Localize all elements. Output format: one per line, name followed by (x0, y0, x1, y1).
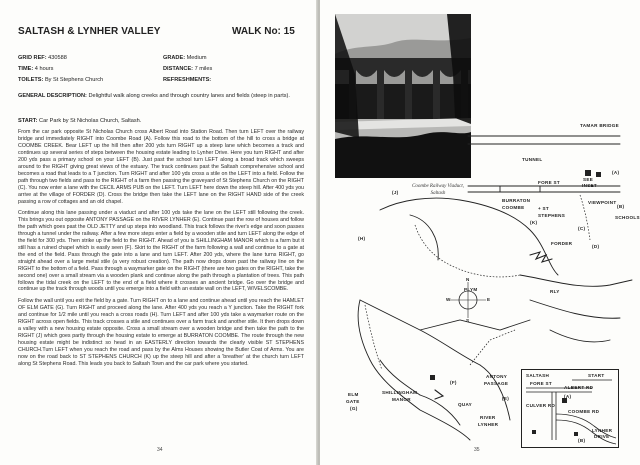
compass-e: E (487, 297, 491, 302)
inset-start: START (588, 373, 605, 378)
general-description-label: GENERAL DESCRIPTION: (18, 93, 87, 99)
page-number-left: 34 (157, 447, 163, 453)
time (18, 64, 53, 74)
compass-w: W (446, 297, 451, 302)
grid-ref-value: 430588 (48, 55, 67, 61)
label-tunnel: TUNNEL (522, 157, 543, 162)
label-river-2: LYNHER (478, 422, 499, 427)
label-see-inset-1: SEE (583, 177, 594, 182)
grade-value: Medium (186, 55, 207, 61)
label-see-inset-2: INSET (582, 183, 598, 188)
inset-point-a: (A) (564, 394, 572, 399)
compass-n: N (466, 277, 470, 282)
general-description-value: Delightful walk along creeks and through country lanes and fields (steep in parts). (88, 93, 290, 99)
waypoint-f: (F) (450, 380, 457, 385)
inset-coombe-rd: COOMBE RD (568, 409, 600, 414)
waypoint-c: (C) (578, 226, 586, 231)
label-shillingham-2: MANOR (392, 397, 411, 402)
grade (163, 53, 207, 63)
grid-ref-label: GRID REF: (18, 55, 47, 61)
label-antony-2: PASSAGE (484, 381, 509, 386)
distance-value: 7 miles (194, 66, 213, 72)
start-label: START: (18, 118, 38, 124)
toilets-label: TOILETS: (18, 77, 44, 83)
inset-lynher-2: DRIVE (594, 434, 610, 439)
refreshments (163, 75, 211, 85)
inset-fore-st: FORE ST (530, 381, 553, 386)
left-page (0, 0, 318, 465)
label-fore-st: FORE ST (538, 180, 561, 185)
label-viewpoint: VIEWPOINT (588, 200, 617, 205)
grade-label: GRADE: (163, 55, 186, 61)
waypoint-b: (B) (617, 204, 625, 209)
photo-caption-line1: Coombe Railway Viaduct, (412, 184, 464, 189)
label-tamar-bridge: TAMAR BRIDGE (580, 123, 619, 128)
directions-paragraph: From the car park opposite St Nicholas Church cross Albert Road into Station Road. Then turn LEFT over the railway bridge and immediately RIGHT into Coombe Road (A). Follow this road to the bottom of the hill to cross a bridge at COOMBE CREEK. Bear LEFT up the hill then after 200 yds turn RIGHT up a steep lane which becomes a track and continues up several series of steps between the housing estate leading to Lynher Drive. Here you turn RIGHT and after 200 yds pass a primary school on your LEFT (B). Just past the school turn LEFT along a broad track which sweeps around to the RIGHT giving great views of the estuary. The track continues past the Saltash comprehensive school and becomes a road that leads to a T junction. Turn RIGHT and after 100 yds cross a stile on the LEFT into a field. Follow the path through two fields and pass to the RIGHT of a farm then passing the graveyard of St Stephens Church on the RIGHT (C). You now enter a lane with the CECIL ARMS PUB on the LEFT. Turn LEFT here down the steep hill. After 400 yds you arrive at the village of FORDER (D). Cross the bridge then take the LEFT lane on the RIGHT HAND side of the creek passing a row of cottages and an old chapel. (18, 129, 304, 205)
label-burraton-1: BURRATON (502, 198, 531, 203)
refreshments-label: REFRESHMENTS: (163, 77, 212, 83)
waypoint-d: (D) (592, 244, 600, 249)
label-plym: PLYM (464, 287, 478, 292)
inset-title: SALTASH (526, 373, 550, 378)
route-directions (18, 129, 304, 372)
label-forder: FORDER (551, 241, 573, 246)
toilets-value: By St Stephens Church (44, 77, 104, 83)
compass-s: S (466, 318, 470, 323)
label-schools: SCHOOLS (615, 215, 640, 220)
inset-point-b: (B) (578, 438, 586, 443)
inset-culver-rd: CULVER RD (526, 403, 556, 408)
label-river-1: RIVER (480, 415, 496, 420)
photo-caption-line2: Saltash (430, 190, 446, 196)
waypoint-e: (E) (502, 396, 510, 401)
waypoint-j: (J) (392, 190, 399, 195)
walk-title: SALTASH & LYNHER VALLEY (18, 26, 161, 37)
waypoint-a: (A) (612, 170, 620, 175)
directions-paragraph: Follow the wall until you exit the field by a gate. Turn RIGHT on to a lane and continue ahead until you reach the HAMLET OF ELM GATE (G). Turn RIGHT and proceed along the lane. After 400 yds you reach a Y junction. Take the RIGHT fork and continue for 1/2 mile until you reach a cross roads (H). Turn LEFT and after 100 yds take a waymarker route on the RIGHT across open fields. This track crosses a stile and continues over a farm track and another stile. It then drops down a valley with a new housing estate opposite. Cross a small stream over a wooden bridge and then take the path to the RIGHT (J) which goes partly through the housing estate to emerge at BURRATON COOMBE. The route through the new housing estate might be indistinct so head in an EASTERLY direction towards the clearly visible ST STEPHENS CHURCH.Turn LEFT when you reach the road and pass by the Alms Houses showing the Butler Coat of Arms. You are now on the road back to ST STEPHENS CHURCH (K) up the steep hill and after a 'breather' at the church turn LEFT along St Stephens Road. This leads you back to Saltash Town and the car park where you started. (18, 297, 304, 367)
distance (163, 64, 212, 74)
directions-paragraph: Continue along this lane passing under a viaduct and after 100 yds take the lane on the LEFT still following the creek. This brings you out opposite ANTONY PASSAGE on the RIVER LYNHER (E). Continue past the row of houses and follow the path which goes past the OLD JETTY and up steps into woodland. This track follows the river's edge and soon passes through a tunnel under the railway. After a few more steps enter a field by a wooden stile and turn LEFT along the edge of the field for 300 yds. Then strike up the field to the RIGHT. Ahead of you is SHILLINGHAM MANOR which is a farm but it still has a ruined chapel which is easily seen (F). Skirt to the RIGHT of the farm following a wall and continue to a gate at the end of the field. Pass through the gate into a lane and turn LEFT. After 200 yds, where the lane turns RIGHT, go straight ahead over a large metal stile (a very robust creation). The path now drops down past the railway line on the RIGHT to the bottom of a field. Pass through a waymarker gate on the RIGHT (there are two gates on the RIGHT, take the second one) over a small stream via a wooden plank and continue along the path through a plantation of trees. This path follows the tidal creek on the LEFT to the end of a field where it crosses an ancient bridge. Go over the bridge and continue up the track through woods until you emerge into a field with an estate wall on the LEFT, WIVELSCOMBE. (18, 209, 304, 293)
saltash-inset-map (521, 369, 619, 448)
label-elm-gate-1: ELM (348, 392, 359, 397)
time-value: 4 hours (34, 66, 54, 72)
page-number-right: 35 (474, 447, 480, 453)
label-antony-1: ANTONY (486, 374, 508, 379)
time-label: TIME: (18, 66, 34, 72)
label-shillingham-1: SHILLINGHAM (382, 390, 418, 395)
inset-albert-rd: ALBERT RD (564, 385, 594, 390)
label-st-stephens-1: + ST (538, 206, 550, 211)
distance-label: DISTANCE: (163, 66, 194, 72)
label-burraton-2: COOMBE (502, 205, 525, 210)
label-quay: QUAY (458, 402, 473, 407)
label-elm-gate-2: GATE (346, 399, 360, 404)
waypoint-g: (G) (350, 406, 358, 411)
label-rly: RLY (550, 289, 560, 294)
walk-number: WALK No: 15 (232, 26, 295, 37)
start-value: Car Park by St Nicholas Church, Saltash. (39, 118, 142, 124)
start-point (18, 118, 303, 125)
waypoint-k: (K) (530, 220, 538, 225)
waypoint-h: (H) (358, 236, 366, 241)
inset-lynher-1: LYNHER (592, 428, 613, 433)
toilets (18, 75, 103, 85)
label-st-stephens-2: STEPHENS (538, 213, 566, 218)
general-description (18, 93, 303, 100)
grid-ref (18, 53, 67, 63)
